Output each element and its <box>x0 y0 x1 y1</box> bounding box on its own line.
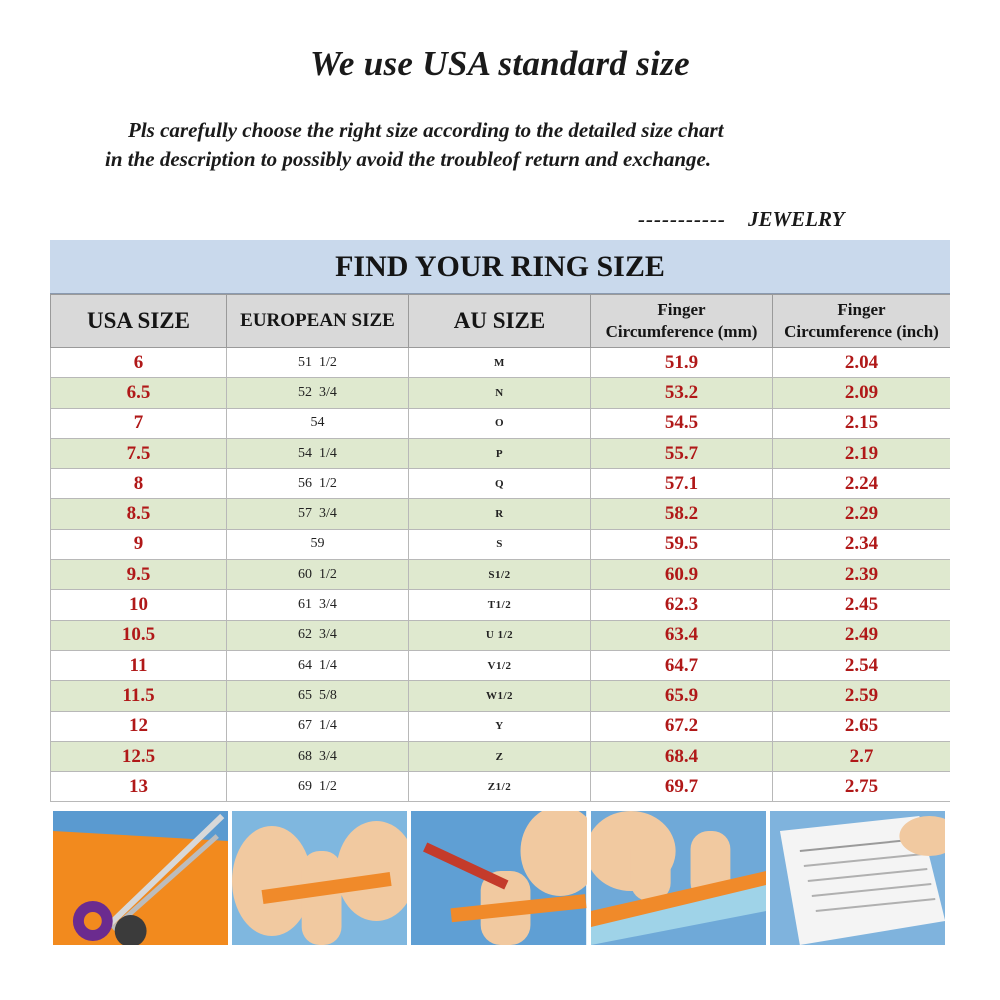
usa-size-cell: 6 <box>51 348 227 378</box>
table-row <box>51 469 951 499</box>
size-table <box>50 294 950 802</box>
au-size-cell: U 1/2 <box>409 620 591 650</box>
au-size-cell: W1/2 <box>409 681 591 711</box>
photo-step-5 <box>770 811 945 945</box>
european-size-cell: 56 1/2 <box>227 469 409 499</box>
circumference-inch-cell: 2.39 <box>773 560 951 590</box>
european-size-cell: 69 1/2 <box>227 772 409 802</box>
au-size-cell: Q <box>409 469 591 499</box>
european-size-cell: 52 3/4 <box>227 378 409 408</box>
european-size-cell: 61 3/4 <box>227 590 409 620</box>
european-size-cell: 59 <box>227 529 409 559</box>
european-size-cell: 51 1/2 <box>227 348 409 378</box>
photo-step-3 <box>411 811 586 945</box>
column-header-european-size <box>227 295 409 348</box>
column-header-circumference-inch <box>773 295 951 348</box>
european-size-cell: 54 1/4 <box>227 438 409 468</box>
circumference-mm-cell: 68.4 <box>591 741 773 771</box>
usa-size-cell: 8.5 <box>51 499 227 529</box>
circumference-mm-cell: 58.2 <box>591 499 773 529</box>
measure-strip-on-ruler-icon <box>591 811 766 945</box>
european-size-cell: 64 1/4 <box>227 650 409 680</box>
table-row <box>51 560 951 590</box>
scissors-cut-strip-icon <box>53 811 228 945</box>
column-header-au-size <box>409 295 591 348</box>
table-row <box>51 650 951 680</box>
circumference-mm-cell: 62.3 <box>591 590 773 620</box>
european-size-cell: 54 <box>227 408 409 438</box>
table-row <box>51 590 951 620</box>
usa-size-cell: 7.5 <box>51 438 227 468</box>
circumference-mm-cell: 51.9 <box>591 348 773 378</box>
table-row <box>51 499 951 529</box>
circumference-inch-cell: 2.09 <box>773 378 951 408</box>
circumference-mm-cell: 55.7 <box>591 438 773 468</box>
circumference-inch-cell: 2.65 <box>773 711 951 741</box>
column-header-line-2: Circumference (mm) <box>605 322 758 341</box>
circumference-mm-cell: 69.7 <box>591 772 773 802</box>
circumference-mm-cell: 54.5 <box>591 408 773 438</box>
au-size-cell: S1/2 <box>409 560 591 590</box>
circumference-inch-cell: 2.59 <box>773 681 951 711</box>
circumference-mm-cell: 67.2 <box>591 711 773 741</box>
table-row <box>51 408 951 438</box>
brand-name: JEWELRY <box>747 207 845 231</box>
au-size-cell: Z1/2 <box>409 772 591 802</box>
wrap-strip-around-finger-icon <box>232 811 407 945</box>
table-body <box>51 348 951 802</box>
usa-size-cell: 11.5 <box>51 681 227 711</box>
circumference-inch-cell: 2.19 <box>773 438 951 468</box>
table-row <box>51 348 951 378</box>
instruction-line-1: Pls carefully choose the right size according to the detailed size chart <box>128 118 724 142</box>
table-row <box>51 620 951 650</box>
circumference-inch-cell: 2.04 <box>773 348 951 378</box>
circumference-inch-cell: 2.15 <box>773 408 951 438</box>
usa-size-cell: 8 <box>51 469 227 499</box>
european-size-cell: 57 3/4 <box>227 499 409 529</box>
european-size-cell: 68 3/4 <box>227 741 409 771</box>
usa-size-cell: 11 <box>51 650 227 680</box>
circumference-mm-cell: 53.2 <box>591 378 773 408</box>
table-header-row <box>51 295 951 348</box>
european-size-cell: 67 1/4 <box>227 711 409 741</box>
usa-size-cell: 6.5 <box>51 378 227 408</box>
column-header-text: USA SIZE <box>87 308 190 333</box>
circumference-mm-cell: 64.7 <box>591 650 773 680</box>
column-header-usa-size <box>51 295 227 348</box>
circumference-inch-cell: 2.7 <box>773 741 951 771</box>
circumference-inch-cell: 2.24 <box>773 469 951 499</box>
au-size-cell: M <box>409 348 591 378</box>
circumference-inch-cell: 2.75 <box>773 772 951 802</box>
table-row <box>51 438 951 468</box>
usa-size-cell: 10 <box>51 590 227 620</box>
column-header-line-1: Finger <box>657 300 706 319</box>
instruction-line-2: in the description to possibly avoid the troubleof return and exchange. <box>105 147 712 171</box>
table-row <box>51 681 951 711</box>
photo-step-4 <box>591 811 766 945</box>
chart-title: FIND YOUR RING SIZE <box>50 240 950 294</box>
circumference-inch-cell: 2.49 <box>773 620 951 650</box>
column-header-text: AU SIZE <box>453 308 546 333</box>
european-size-cell: 65 5/8 <box>227 681 409 711</box>
usa-size-cell: 9 <box>51 529 227 559</box>
usa-size-cell: 9.5 <box>51 560 227 590</box>
mark-strip-with-pen-icon <box>411 811 586 945</box>
au-size-cell: T1/2 <box>409 590 591 620</box>
usa-size-cell: 12.5 <box>51 741 227 771</box>
ring-size-chart <box>50 240 950 805</box>
circumference-mm-cell: 60.9 <box>591 560 773 590</box>
table-row <box>51 529 951 559</box>
column-header-line-2: Circumference (inch) <box>784 322 939 341</box>
photo-step-1 <box>53 811 228 945</box>
circumference-mm-cell: 65.9 <box>591 681 773 711</box>
usa-size-cell: 13 <box>51 772 227 802</box>
photo-step-2 <box>232 811 407 945</box>
page-title: We use USA standard size <box>310 44 690 83</box>
table-row <box>51 772 951 802</box>
au-size-cell: R <box>409 499 591 529</box>
table-row <box>51 711 951 741</box>
usa-size-cell: 12 <box>51 711 227 741</box>
au-size-cell: O <box>409 408 591 438</box>
circumference-mm-cell: 59.5 <box>591 529 773 559</box>
circumference-mm-cell: 63.4 <box>591 620 773 650</box>
column-header-line-1: Finger <box>837 300 886 319</box>
circumference-mm-cell: 57.1 <box>591 469 773 499</box>
table-row <box>51 378 951 408</box>
au-size-cell: Y <box>409 711 591 741</box>
circumference-inch-cell: 2.45 <box>773 590 951 620</box>
brand-line <box>638 207 844 232</box>
usa-size-cell: 10.5 <box>51 620 227 650</box>
check-size-chart-icon <box>770 811 945 945</box>
european-size-cell: 60 1/2 <box>227 560 409 590</box>
brand-dashes: ----------- <box>638 207 726 231</box>
au-size-cell: P <box>409 438 591 468</box>
circumference-inch-cell: 2.54 <box>773 650 951 680</box>
european-size-cell: 62 3/4 <box>227 620 409 650</box>
au-size-cell: V1/2 <box>409 650 591 680</box>
au-size-cell: Z <box>409 741 591 771</box>
column-header-circumference-mm <box>591 295 773 348</box>
table-row <box>51 741 951 771</box>
usa-size-cell: 7 <box>51 408 227 438</box>
measuring-steps-photos <box>53 811 945 945</box>
au-size-cell: S <box>409 529 591 559</box>
circumference-inch-cell: 2.34 <box>773 529 951 559</box>
circumference-inch-cell: 2.29 <box>773 499 951 529</box>
au-size-cell: N <box>409 378 591 408</box>
column-header-text: EUROPEAN SIZE <box>240 310 395 331</box>
